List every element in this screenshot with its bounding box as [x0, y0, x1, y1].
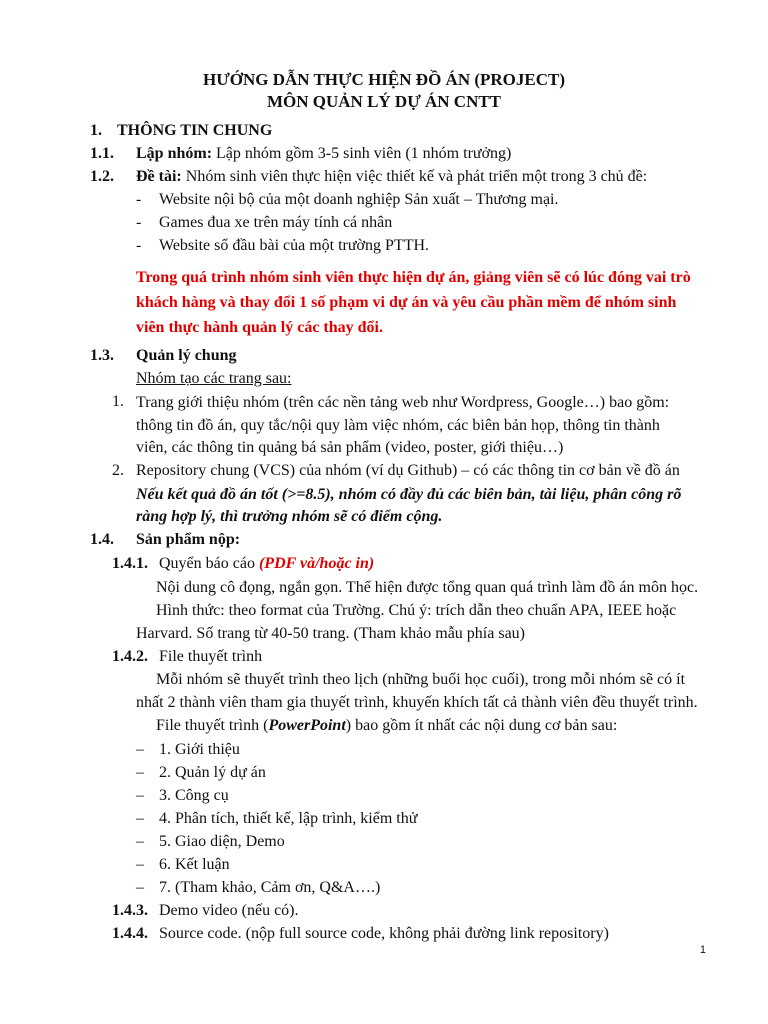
presentation-schedule-text: Mỗi nhóm sẽ thuyết trình theo lịch (những buổi học cuối), trong mỗi nhóm sẽ có ít — [156, 671, 686, 688]
bullet-dash: – — [136, 810, 144, 827]
list-item: 5. Giao diện, Demo — [159, 833, 285, 850]
list-item: Website sổ đầu bài của một trường PTTH. — [159, 237, 430, 254]
report-para-line-3: Harvard. Số trang từ 40-50 trang. (Tham khảo mẫu phía sau) — [136, 625, 526, 642]
list-item: Games đua xe trên máy tính cá nhân — [159, 214, 393, 231]
section-1-4-2-title: File thuyết trình — [159, 648, 263, 665]
section-1-2-text — [136, 166, 647, 188]
bullet-dash: – — [136, 787, 144, 804]
section-1-3-number: 1.3. — [90, 347, 114, 364]
list-item-1-line-3: viên, các thông tin quảng bá sản phẩm (video, poster, giới thiệu…) — [136, 439, 564, 456]
section-1-heading: THÔNG TIN CHUNG — [117, 122, 273, 139]
list-item-1-line-2: thông tin đồ án, quy tắc/nội quy làm việc nhóm, các biên bản họp, thông tin thành — [136, 417, 660, 434]
presentation-para-line-2: nhất 2 thành viên tham gia thuyết trình, khuyến khích tất cả thành viên đều thuyết trình. — [136, 694, 698, 711]
report-format-text: Hình thức: theo format của Trường. Chú ý: trích dẫn theo chuẩn APA, IEEE hoặc — [156, 602, 677, 619]
section-1-4-4-number: 1.4.4. — [112, 925, 148, 942]
section-1-4-4-text: Source code. (nộp full source code, không phải đường link repository) — [159, 925, 609, 942]
bullet-dash: – — [136, 856, 144, 873]
presentation-intro-before: File thuyết trình ( — [156, 717, 269, 734]
section-1-4-3-number: 1.4.3. — [112, 902, 148, 919]
bullet-dash: – — [136, 741, 144, 758]
section-1-2-body: Nhóm sinh viên thực hiện việc thiết kế và phát triển một trong 3 chủ đề: — [181, 168, 648, 185]
report-para-line-1 — [136, 577, 698, 599]
list-item: Website nội bộ của một doanh nghiệp Sản xuất – Thương mại. — [159, 191, 559, 208]
list-item-1-line-1: Trang giới thiệu nhóm (trên các nền tảng web như Wordpress, Google…) bao gồm: — [136, 394, 670, 411]
section-1-2-label: Đề tài: — [136, 168, 182, 185]
section-1-4-1-title — [159, 553, 374, 575]
list-item: 1. Giới thiệu — [159, 741, 240, 758]
presentation-para-line-1 — [136, 669, 685, 691]
section-1-4-1-number: 1.4.1. — [112, 555, 148, 572]
list-item: 7. (Tham khảo, Cảm ơn, Q&A….) — [159, 879, 381, 896]
list-number: 2. — [112, 462, 124, 479]
bullet-dash: – — [136, 879, 144, 896]
list-item: 6. Kết luận — [159, 856, 230, 873]
bullet-dash: - — [136, 237, 142, 254]
report-content-text: Nội dung cô đọng, ngắn gọn. Thể hiện được tổng quan quá trình làm đồ án môn học. — [156, 579, 699, 596]
section-1-4-heading: Sản phẩm nộp: — [136, 531, 241, 548]
section-1-number: 1. — [90, 122, 102, 139]
bullet-dash: - — [136, 191, 142, 208]
section-1-2-number: 1.2. — [90, 168, 114, 185]
list-item: 2. Quản lý dự án — [159, 764, 266, 781]
bonus-note-line-2: ràng hợp lý, thì trưởng nhóm sẽ có điểm cộng. — [136, 508, 443, 525]
section-1-1-text — [136, 143, 511, 165]
bonus-note-line-1: Nếu kết quả đồ án tốt (>=8.5), nhóm có đầy đủ các biên bản, tài liệu, phân công rõ — [136, 486, 682, 503]
bullet-dash: – — [136, 764, 144, 781]
list-item: 4. Phân tích, thiết kế, lập trình, kiểm thử — [159, 810, 418, 827]
bullet-dash: – — [136, 833, 144, 850]
section-1-1-body: Lập nhóm gồm 3-5 sinh viên (1 nhóm trưởng) — [212, 145, 512, 162]
instructor-note-line-1: Trong quá trình nhóm sinh viên thực hiện dự án, giảng viên sẽ có lúc đóng vai trò — [136, 269, 691, 286]
instructor-note-line-3: viên thực hành quản lý các thay đổi. — [136, 319, 383, 336]
powerpoint-highlight: PowerPoint — [268, 717, 346, 734]
list-item-2: Repository chung (VCS) của nhóm (ví dụ Github) – có các thông tin cơ bản về đồ án — [136, 462, 680, 479]
section-1-4-3-text: Demo video (nếu có). — [159, 902, 299, 919]
presentation-intro-after: ) bao gồm ít nhất các nội dung cơ bản sau: — [345, 717, 618, 734]
section-1-1-number: 1.1. — [90, 145, 114, 162]
section-1-1-label: Lập nhóm: — [136, 145, 213, 162]
section-1-3-subheading: Nhóm tạo các trang sau: — [136, 370, 292, 387]
list-item: 3. Công cụ — [159, 787, 229, 804]
section-1-4-2-number: 1.4.2. — [112, 648, 148, 665]
report-para-line-2 — [136, 600, 751, 622]
section-1-4-number: 1.4. — [90, 531, 114, 548]
report-label: Quyển báo cáo — [159, 555, 259, 572]
bullet-dash: - — [136, 214, 142, 231]
document-title-line-2: MÔN QUẢN LÝ DỰ ÁN CNTT — [266, 92, 502, 111]
list-number: 1. — [112, 393, 124, 410]
section-1-3-heading: Quản lý chung — [136, 347, 237, 364]
report-format-highlight: (PDF và/hoặc in) — [258, 555, 375, 572]
instructor-note-line-2: khách hàng và thay đổi 1 số phạm vi dự án và yêu cầu phần mềm để nhóm sinh — [136, 294, 677, 311]
document-title-line-1: HƯỚNG DẪN THỰC HIỆN ĐỒ ÁN (PROJECT) — [202, 70, 566, 89]
page-number: 1 — [699, 944, 706, 956]
presentation-intro — [136, 715, 617, 737]
